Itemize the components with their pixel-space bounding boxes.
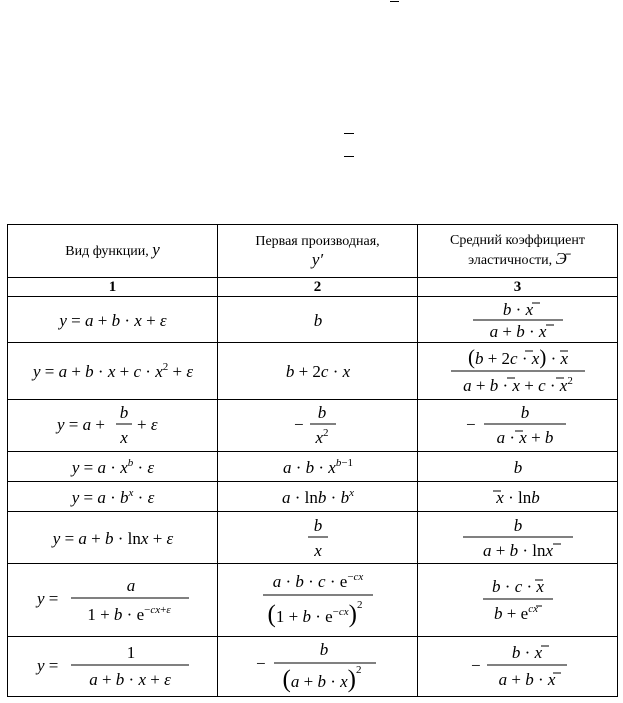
svg-text:b: b bbox=[313, 515, 322, 535]
table-row bbox=[8, 564, 618, 636]
svg-text:−: − bbox=[465, 415, 476, 435]
header-derivative bbox=[218, 225, 418, 278]
svg-text:b: b bbox=[119, 403, 128, 423]
svg-text:b: b bbox=[513, 515, 522, 535]
elasticity-table bbox=[7, 224, 618, 697]
svg-text:a · lnb · bx: $a \cdot \ln b \cdot b^x$ bbox=[281, 486, 354, 507]
table-row bbox=[8, 482, 618, 512]
formula-derivative bbox=[218, 564, 418, 636]
stray-overline-mid-1 bbox=[344, 133, 354, 134]
svg-text:a · x + b: a · x + b bbox=[496, 428, 553, 448]
svg-text:y =: y = bbox=[36, 589, 58, 609]
svg-text:b: b bbox=[313, 310, 322, 330]
svg-text:a · b · xb−1: $a \cdot b \cdot x^{b-1}$ bbox=[282, 456, 353, 477]
svg-text:(1 + b · e−cx)2: $(1 + b \cdot e^{-cx})^2$ bbox=[267, 599, 362, 629]
formula-derivative bbox=[218, 343, 418, 399]
header-elasticity-symbol: Э̄ bbox=[555, 249, 567, 269]
formula-function bbox=[8, 512, 218, 564]
svg-text:−: − bbox=[470, 656, 481, 676]
svg-text:y =: y = bbox=[36, 656, 58, 676]
table-row bbox=[8, 636, 618, 696]
svg-text:y = a + b · x + c · x2 + ε: $y = a + b \cdot x + c \cdot x^2 + \varepsilon$ bbox=[32, 361, 193, 382]
formula-elasticity bbox=[418, 636, 618, 696]
stray-overline-top bbox=[390, 1, 399, 2]
svg-text:y = a · bx · ε: $y = a \cdot b^x \cdot \varepsilon$ bbox=[71, 486, 154, 507]
table-row bbox=[8, 451, 618, 481]
svg-text:a + b · x + c · x2: $a + b \cdot x + c \cdot x^2$ bbox=[462, 375, 573, 396]
table-row bbox=[8, 512, 618, 564]
column-number-row bbox=[8, 278, 618, 297]
svg-text:y = a + b · lnx + ε: y = a + b · lnx + ε bbox=[52, 528, 173, 548]
svg-text:b · x: b · x bbox=[502, 299, 533, 319]
formula-derivative bbox=[218, 636, 418, 696]
formula-elasticity bbox=[418, 399, 618, 451]
formula-derivative bbox=[218, 399, 418, 451]
svg-text:x2: $x^2$ bbox=[314, 427, 329, 448]
svg-text:b · c · x: b · c · x bbox=[491, 577, 544, 597]
svg-text:a · b · c · e−cx: $a \cdot b \cdot c \cdot e^{-cx}$ bbox=[272, 571, 363, 592]
svg-text:x: x bbox=[119, 428, 128, 448]
formula-elasticity bbox=[418, 482, 618, 512]
formula-elasticity bbox=[418, 451, 618, 481]
stray-overline-mid-2 bbox=[344, 156, 354, 157]
formula-function bbox=[8, 564, 218, 636]
header-derivative-symbol: y′ bbox=[311, 250, 324, 270]
table-row bbox=[8, 297, 618, 343]
header-row bbox=[8, 225, 618, 278]
svg-text:−: − bbox=[293, 415, 304, 435]
svg-text:b: b bbox=[520, 403, 529, 423]
svg-text:a: a bbox=[126, 576, 135, 596]
header-elasticity-label: Средний коэффициент эластичности, bbox=[449, 233, 586, 269]
svg-text:a + b · lnx: a + b · lnx bbox=[482, 540, 553, 560]
svg-text:b: b bbox=[317, 403, 326, 423]
header-elasticity bbox=[418, 225, 618, 278]
formula-function bbox=[8, 451, 218, 481]
formula-function bbox=[8, 343, 218, 399]
svg-text:1 + b · e−cx+ε: $1 + b \cdot e^{-cx+\varepsilon}$ bbox=[86, 604, 171, 625]
svg-text:−: − bbox=[255, 654, 266, 674]
header-function-type bbox=[8, 225, 218, 278]
formula-function bbox=[8, 482, 218, 512]
formula-function bbox=[8, 399, 218, 451]
formula-derivative bbox=[218, 482, 418, 512]
table-row bbox=[8, 343, 618, 399]
formula-function bbox=[8, 636, 218, 696]
formula-elasticity bbox=[418, 512, 618, 564]
svg-text:(b + 2c · x) · x: (b + 2c · x) · x bbox=[467, 345, 568, 370]
formula-function bbox=[8, 297, 218, 343]
formula-derivative bbox=[218, 297, 418, 343]
formula-elasticity bbox=[418, 343, 618, 399]
column-number: 3 bbox=[418, 278, 618, 297]
svg-text:(a + b · x)2: $(a + b \cdot x)^2$ bbox=[282, 664, 361, 694]
header-derivative-label: Первая производная, bbox=[255, 234, 380, 250]
svg-text:b + 2c · x: b + 2c · x bbox=[285, 362, 350, 382]
header-function-type-label: Вид функции, bbox=[65, 244, 149, 260]
svg-text:b: b bbox=[513, 457, 522, 477]
svg-text:x · lnb: x · lnb bbox=[495, 487, 540, 507]
formula-derivative bbox=[218, 451, 418, 481]
formula-derivative bbox=[218, 512, 418, 564]
table-row bbox=[8, 399, 618, 451]
column-number: 2 bbox=[218, 278, 418, 297]
svg-text:+ ε: + ε bbox=[136, 415, 158, 435]
svg-text:y = a + b · x + ε: y = a + b · x + ε bbox=[58, 310, 167, 330]
formula-elasticity bbox=[418, 564, 618, 636]
svg-text:b · x: b · x bbox=[511, 643, 542, 663]
svg-text:a + b · x + ε: a + b · x + ε bbox=[88, 670, 171, 690]
column-number: 1 bbox=[8, 278, 218, 297]
svg-text:a + b · x: a + b · x bbox=[498, 670, 555, 690]
formula-elasticity bbox=[418, 297, 618, 343]
svg-text:1: 1 bbox=[126, 643, 135, 663]
svg-text:a + b · x: a + b · x bbox=[489, 321, 546, 341]
svg-text:x: x bbox=[313, 540, 322, 560]
svg-text:b + ecx: $b + e^{cx}$ bbox=[493, 603, 538, 624]
svg-text:b: b bbox=[319, 640, 328, 660]
svg-text:y = a · xb · ε: $y = a \cdot x^b \cdot \varepsilon$ bbox=[71, 456, 154, 477]
header-function-symbol: y bbox=[152, 240, 160, 260]
svg-text:y = a +: y = a + bbox=[56, 415, 105, 435]
